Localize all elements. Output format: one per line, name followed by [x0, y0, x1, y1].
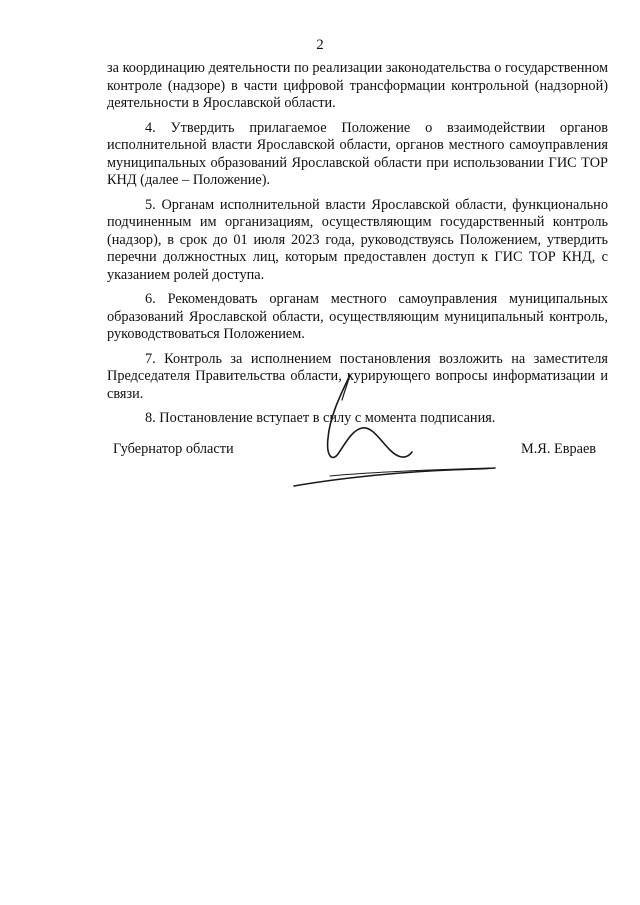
paragraph-continuation: за координацию деятельности по реализации законодательства о государственном контроле (надзоре) в части цифровой трансформации контрольной (надзорной) деятельности в Ярославской области.: [107, 60, 608, 111]
signer-name: М.Я. Евраев: [521, 441, 597, 457]
signer-title: Губернатор области: [113, 441, 234, 457]
paragraph-item-4: 4. Утвердить прилагаемое Положение о взаимодействии органов исполнительной власти Ярославской области, органов местного самоуправления муниципальных образований Ярославской области при использовании ГИС ТОР КНД (далее – Положение).: [107, 119, 608, 188]
paragraph-item-8: 8. Постановление вступает в силу с момента подписания.: [145, 410, 496, 426]
paragraph-item-5: 5. Органам исполнительной власти Ярославской области, функционально подчиненным им организациям, осуществляющим государственный контроль (надзор), в срок до 01 июля 2023 года, руководствуясь Положением, утвердить перечни должностных лиц, которым предоставлен доступ к ГИС ТОР КНД, с указанием ролей доступа.: [107, 196, 608, 283]
paragraph-item-7: 7. Контроль за исполнением постановления возложить на заместителя Председателя Правительства области, курирующего вопросы информатизации и связи.: [107, 350, 608, 402]
page-number: 2: [316, 37, 324, 53]
paragraph-item-6: 6. Рекомендовать органам местного самоуправления муниципальных образований Ярославской области, осуществляющим муниципальный контроль, руководствоваться Положением.: [107, 291, 608, 342]
handwritten-signature: [290, 370, 500, 490]
